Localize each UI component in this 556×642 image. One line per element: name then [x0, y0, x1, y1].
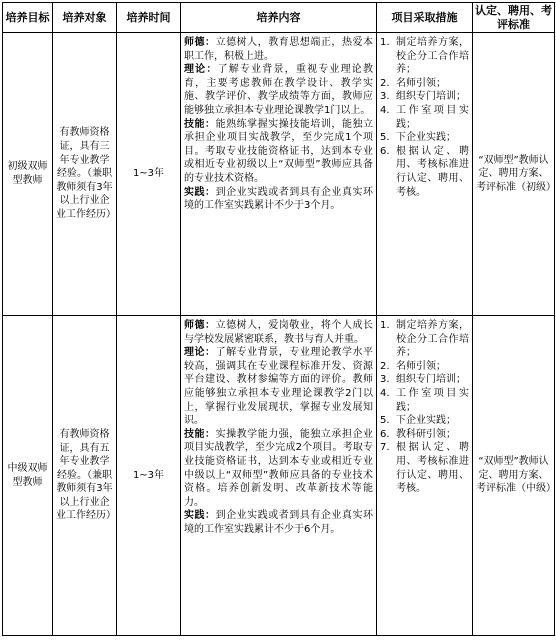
- list-item: 2. 名师引领；: [380, 77, 446, 89]
- content-text: 立德树人，教育思想端正，热爱本职工作，积极上进。: [184, 37, 374, 62]
- content-text: 了解专业背景，专业理论教学水平较高，强调其在专业课程标准开发、资源平台建设、教材参编等方面的评价。教师应能够独立承担本专业理论课教学2门以上，掌握行业发展现状，掌握专业发展知识。: [184, 347, 374, 427]
- time-cell: 1~3年: [117, 33, 181, 316]
- measures-list: [380, 36, 469, 199]
- table-row-junior: [3, 33, 555, 316]
- list-item: 5. 下企业实践；: [380, 132, 456, 144]
- content-text: 了解专业背景，重视专业理论教育，主要考虑教师在教学设计、教学实施、教学评价、教学成绩等方面，教师应能够独立承担本专业理论课教学1门以上。: [184, 64, 373, 116]
- list-item: 4. 工作室项目实践；: [380, 387, 469, 413]
- content-item-skill: [184, 428, 373, 510]
- content-cell: [181, 33, 377, 316]
- header-content: 培养内容: [181, 3, 377, 33]
- content-item-ethics: [184, 36, 373, 63]
- list-item: 5. 下企业实践；: [380, 415, 456, 427]
- content-text: 能熟练掌握实操技能培训，能独立承担企业项目实战教学，至少完成1个项目。考取专业技能资格证书，达到本专业或相近专业初级以上“双师型”教师应具备的专业技术资格。: [184, 118, 374, 184]
- content-label: 实践：: [184, 510, 216, 522]
- content-label: 理论：: [184, 64, 218, 76]
- list-item: 6. 根据认定、聘用、考核标准进行认定、聘用、考核。: [380, 145, 469, 198]
- header-target: 培养对象: [53, 3, 117, 33]
- measures-cell: [377, 316, 473, 636]
- list-item: 4. 工作室项目实践；: [380, 104, 469, 130]
- content-item-skill: [184, 118, 373, 186]
- header-standard: 认定、聘用、考评标准: [473, 3, 555, 33]
- content-text: 实操教学能力强，能独立承担企业项目实战教学，至少完成2个项目。考取专业技能资格证书，达到本专业或相近专业中级以上“双师型”教师应具备的专业技术资格。培养创新发明、改革新技术等能力。: [184, 428, 374, 508]
- content-item-practice: [184, 186, 373, 213]
- list-item: 1. 制定培养方案，校企分工合作培养；: [380, 320, 469, 359]
- content-label: 技能：: [184, 118, 216, 130]
- content-cell: [181, 316, 377, 636]
- content-item-theory: [184, 63, 373, 117]
- measures-list: [380, 319, 469, 496]
- list-item: 1. 制定培养方案，校企分工合作培养；: [380, 37, 469, 76]
- training-table: [2, 2, 555, 636]
- header-goal: 培养目标: [3, 3, 53, 33]
- list-item: 3. 组织专门培训；: [380, 91, 466, 103]
- content-label: 技能：: [184, 428, 216, 440]
- goal-cell: 初级双师型教师: [3, 33, 53, 316]
- content-text: 到企业实践或者到具有企业真实环境的工作室实践累计不少于3个月。: [184, 186, 374, 212]
- content-label: 实践：: [184, 186, 216, 198]
- goal-cell: 中级双师型教师: [3, 316, 53, 636]
- standard-cell: “双师型”教师认定、聘用方案、考评标准（中级）: [473, 316, 555, 636]
- content-item-practice: [184, 509, 373, 536]
- list-item: 2. 名师引领；: [380, 360, 446, 372]
- standard-cell: “双师型”教师认定、聘用方案、考评标准（初级）: [473, 33, 555, 316]
- time-cell: 1~3年: [117, 316, 181, 636]
- measures-cell: [377, 33, 473, 316]
- table-row-intermediate: [3, 316, 555, 636]
- list-item: 7. 根据认定、聘用、考核标准进行认定、聘用、考核。: [380, 442, 469, 495]
- content-label: 师德：: [184, 320, 216, 331]
- list-item: 6. 教科研引领；: [380, 428, 456, 440]
- list-item: 3. 组织专门培训；: [380, 374, 466, 386]
- content-text: 到企业实践或者到具有企业真实环境的工作室实践累计不少于6个月。: [184, 510, 374, 535]
- target-cell: 有教师资格证，具有五年专业教学经验。（兼职教师须有3年以上行业企业工作经历）: [53, 316, 117, 636]
- header-time: 培养时间: [117, 3, 181, 33]
- header-row: [3, 3, 555, 33]
- content-label: 师德：: [184, 37, 216, 48]
- content-label: 理论：: [184, 347, 216, 359]
- header-measures: 项目采取措施: [377, 3, 473, 33]
- content-item-ethics: [184, 319, 373, 346]
- target-cell: 有教师资格证，具有三年专业教学经验。（兼职教师须有3年以上行业企业工作经历）: [53, 33, 117, 316]
- content-item-theory: [184, 346, 373, 428]
- content-text: 立德树人，爱岗敬业，将个人成长与学校发展紧密联系，教书与育人并重。: [184, 320, 374, 345]
